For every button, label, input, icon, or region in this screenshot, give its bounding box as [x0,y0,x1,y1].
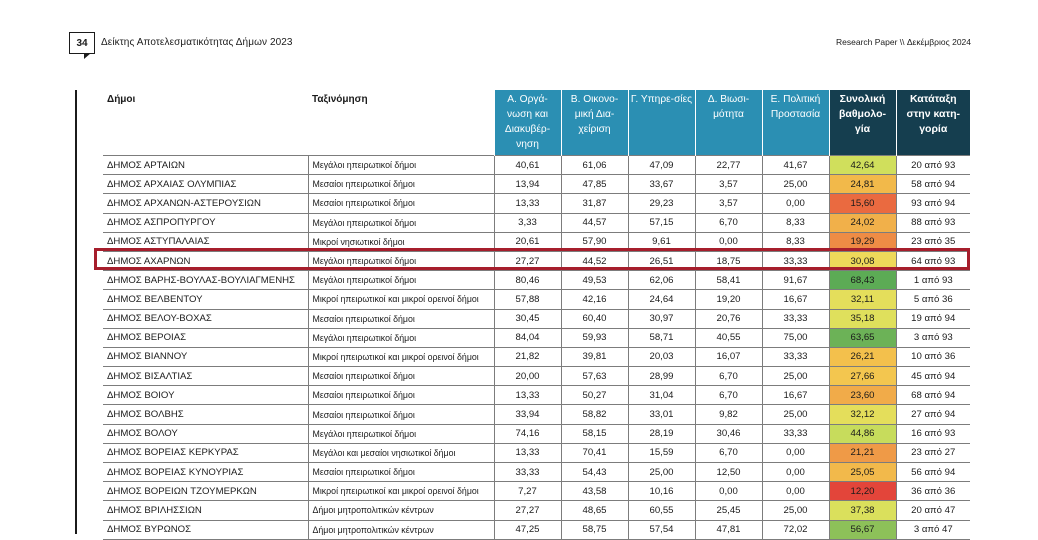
score-sustainability: 58,41 [695,271,762,290]
classification: Δήμοι μητροπολιτικών κέντρων [308,520,494,539]
total-score: 42,64 [829,156,896,175]
classification: Μεσαίοι ηπειρωτικοί δήμοι [308,309,494,328]
category-rank: 93 από 94 [896,194,970,213]
category-rank: 23 από 35 [896,232,970,251]
score-civil-protection: 0,00 [762,194,829,213]
municipality-ranking-table [103,90,970,540]
category-rank: 5 από 36 [896,290,970,309]
score-governance: 3,33 [494,213,561,232]
table-header-row [103,90,970,156]
score-governance: 57,88 [494,290,561,309]
total-score: 27,66 [829,367,896,386]
score-financial: 44,52 [561,251,628,270]
score-governance: 40,61 [494,156,561,175]
classification: Μεγάλοι ηπειρωτικοί δήμοι [308,271,494,290]
score-financial: 31,87 [561,194,628,213]
category-rank: 1 από 93 [896,271,970,290]
score-services: 60,55 [628,501,695,520]
score-services: 15,59 [628,443,695,462]
score-services: 57,15 [628,213,695,232]
score-financial: 58,82 [561,405,628,424]
col-header-financial: Β. Οικονο-μική Δια-χείριση [561,90,628,156]
table-row [103,443,970,462]
score-governance: 27,27 [494,251,561,270]
total-score: 12,20 [829,482,896,501]
document-subtitle: Research Paper \\ Δεκέμβριος 2024 [836,37,971,47]
table-row [103,463,970,482]
document-title: Δείκτης Αποτελεσματικότητας Δήμων 2023 [101,37,293,48]
score-sustainability: 9,82 [695,405,762,424]
score-services: 47,09 [628,156,695,175]
total-score: 19,29 [829,232,896,251]
municipality-name: ΔΗΜΟΣ ΑΣΠΡΟΠΥΡΓΟΥ [103,213,308,232]
category-rank: 88 από 93 [896,213,970,232]
municipality-name: ΔΗΜΟΣ ΒΙΣΑΛΤΙΑΣ [103,367,308,386]
score-governance: 33,33 [494,463,561,482]
category-rank: 64 από 93 [896,251,970,270]
table-row [103,405,970,424]
score-civil-protection: 72,02 [762,520,829,539]
category-rank: 27 από 94 [896,405,970,424]
classification: Μικροί ηπειρωτικοί και μικροί ορεινοί δήμοι [308,482,494,501]
score-sustainability: 40,55 [695,328,762,347]
total-score: 68,43 [829,271,896,290]
score-services: 33,67 [628,175,695,194]
score-sustainability: 6,70 [695,367,762,386]
score-services: 58,71 [628,328,695,347]
category-rank: 3 από 93 [896,328,970,347]
classification: Μεσαίοι ηπειρωτικοί δήμοι [308,175,494,194]
table-row [103,194,970,213]
score-civil-protection: 33,33 [762,424,829,443]
total-score: 24,02 [829,213,896,232]
category-rank: 3 από 47 [896,520,970,539]
total-score: 56,67 [829,520,896,539]
left-margin-rule [75,90,77,534]
table-row [103,175,970,194]
classification: Μεγάλοι ηπειρωτικοί δήμοι [308,424,494,443]
score-financial: 42,16 [561,290,628,309]
table-row [103,482,970,501]
score-civil-protection: 8,33 [762,213,829,232]
score-services: 29,23 [628,194,695,213]
score-civil-protection: 0,00 [762,482,829,501]
category-rank: 20 από 47 [896,501,970,520]
municipality-name: ΔΗΜΟΣ ΒΥΡΩΝΟΣ [103,520,308,539]
table-row [103,424,970,443]
table-row [103,520,970,539]
category-rank: 16 από 93 [896,424,970,443]
col-header-category-rank: Κατάταξη στην κατη-γορία [896,90,970,156]
classification: Μεγάλοι ηπειρωτικοί δήμοι [308,213,494,232]
col-header-civil-protection: Ε. Πολιτική Προστασία [762,90,829,156]
score-financial: 58,15 [561,424,628,443]
col-header-governance: Α. Οργά-νωση και Διακυβέρ-νηση [494,90,561,156]
total-score: 15,60 [829,194,896,213]
classification: Μικροί νησιωτικοί δήμοι [308,232,494,251]
score-civil-protection: 75,00 [762,328,829,347]
score-services: 28,99 [628,367,695,386]
classification: Μικροί ηπειρωτικοί και μικροί ορεινοί δήμοι [308,290,494,309]
municipality-name: ΔΗΜΟΣ ΒΡΙΛΗΣΣΙΩΝ [103,501,308,520]
table-row [103,290,970,309]
score-civil-protection: 25,00 [762,367,829,386]
table-row [103,328,970,347]
category-rank: 19 από 94 [896,309,970,328]
score-financial: 50,27 [561,386,628,405]
score-services: 26,51 [628,251,695,270]
col-header-municipality: Δήμοι [107,94,136,105]
score-governance: 13,94 [494,175,561,194]
page-number: 34 [69,32,95,54]
score-financial: 39,81 [561,347,628,366]
score-sustainability: 0,00 [695,232,762,251]
municipality-name: ΔΗΜΟΣ ΒΟΡΕΙΩΝ ΤΖΟΥΜΕΡΚΩΝ [103,482,308,501]
score-sustainability: 6,70 [695,443,762,462]
score-civil-protection: 91,67 [762,271,829,290]
category-rank: 56 από 94 [896,463,970,482]
total-score: 44,86 [829,424,896,443]
municipality-name: ΔΗΜΟΣ ΒΕΡΟΙΑΣ [103,328,308,347]
score-financial: 57,63 [561,367,628,386]
municipality-name: ΔΗΜΟΣ ΒΟΡΕΙΑΣ ΚΕΡΚΥΡΑΣ [103,443,308,462]
table-row [103,213,970,232]
score-civil-protection: 25,00 [762,501,829,520]
score-sustainability: 3,57 [695,194,762,213]
municipality-name: ΔΗΜΟΣ ΒΕΛΟΥ-ΒΟΧΑΣ [103,309,308,328]
score-governance: 27,27 [494,501,561,520]
table-row [103,386,970,405]
score-governance: 84,04 [494,328,561,347]
classification: Μεσαίοι ηπειρωτικοί δήμοι [308,386,494,405]
municipality-name: ΔΗΜΟΣ ΒΟΙΟΥ [103,386,308,405]
score-civil-protection: 0,00 [762,463,829,482]
category-rank: 20 από 93 [896,156,970,175]
total-score: 25,05 [829,463,896,482]
score-services: 24,64 [628,290,695,309]
score-sustainability: 3,57 [695,175,762,194]
score-civil-protection: 16,67 [762,386,829,405]
total-score: 23,60 [829,386,896,405]
score-financial: 43,58 [561,482,628,501]
score-civil-protection: 0,00 [762,443,829,462]
score-sustainability: 20,76 [695,309,762,328]
score-governance: 20,00 [494,367,561,386]
total-score: 26,21 [829,347,896,366]
table-row [103,271,970,290]
total-score: 30,08 [829,251,896,270]
score-civil-protection: 8,33 [762,232,829,251]
highlight-box [94,248,970,270]
category-rank: 68 από 94 [896,386,970,405]
classification: Μεσαίοι ηπειρωτικοί δήμοι [308,367,494,386]
score-civil-protection: 33,33 [762,309,829,328]
score-sustainability: 12,50 [695,463,762,482]
score-services: 62,06 [628,271,695,290]
col-header-sustainability: Δ. Βιωσι-μότητα [695,90,762,156]
score-financial: 61,06 [561,156,628,175]
score-governance: 13,33 [494,386,561,405]
score-governance: 20,61 [494,232,561,251]
classification: Μεσαίοι ηπειρωτικοί δήμοι [308,405,494,424]
col-header-services: Γ. Υπηρε-σίες [628,90,695,156]
score-financial: 57,90 [561,232,628,251]
municipality-name: ΔΗΜΟΣ ΑΣΤΥΠΑΛΑΙΑΣ [103,232,308,251]
category-rank: 23 από 27 [896,443,970,462]
municipality-name: ΔΗΜΟΣ ΑΡΤΑΙΩΝ [103,156,308,175]
total-score: 24,81 [829,175,896,194]
score-sustainability: 0,00 [695,482,762,501]
score-financial: 54,43 [561,463,628,482]
classification: Μεγάλοι ηπειρωτικοί δήμοι [308,328,494,347]
score-services: 57,54 [628,520,695,539]
score-governance: 21,82 [494,347,561,366]
score-sustainability: 6,70 [695,213,762,232]
score-financial: 48,65 [561,501,628,520]
classification: Μεγάλοι και μεσαίοι νησιωτικοί δήμοι [308,443,494,462]
score-services: 30,97 [628,309,695,328]
score-sustainability: 18,75 [695,251,762,270]
classification: Μικροί ηπειρωτικοί και μικροί ορεινοί δήμοι [308,347,494,366]
score-services: 20,03 [628,347,695,366]
score-services: 25,00 [628,463,695,482]
score-sustainability: 6,70 [695,386,762,405]
classification: Μεγάλοι ηπειρωτικοί δήμοι [308,156,494,175]
total-score: 21,21 [829,443,896,462]
score-governance: 80,46 [494,271,561,290]
score-governance: 33,94 [494,405,561,424]
score-governance: 13,33 [494,194,561,213]
score-services: 31,04 [628,386,695,405]
score-governance: 7,27 [494,482,561,501]
score-financial: 49,53 [561,271,628,290]
category-rank: 58 από 94 [896,175,970,194]
score-civil-protection: 33,33 [762,251,829,270]
category-rank: 36 από 36 [896,482,970,501]
municipality-name: ΔΗΜΟΣ ΒΟΡΕΙΑΣ ΚΥΝΟΥΡΙΑΣ [103,463,308,482]
municipality-name: ΔΗΜΟΣ ΑΡΧΑΙΑΣ ΟΛΥΜΠΙΑΣ [103,175,308,194]
classification: Δήμοι μητροπολιτικών κέντρων [308,501,494,520]
municipality-name: ΔΗΜΟΣ ΑΧΑΡΝΩΝ [103,251,308,270]
municipality-name: ΔΗΜΟΣ ΒΟΛΟΥ [103,424,308,443]
score-civil-protection: 25,00 [762,175,829,194]
total-score: 32,12 [829,405,896,424]
score-financial: 44,57 [561,213,628,232]
score-governance: 13,33 [494,443,561,462]
municipality-name: ΔΗΜΟΣ ΒΕΛΒΕΝΤΟΥ [103,290,308,309]
score-sustainability: 30,46 [695,424,762,443]
score-services: 33,01 [628,405,695,424]
score-civil-protection: 41,67 [762,156,829,175]
municipality-name: ΔΗΜΟΣ ΒΙΑΝΝΟΥ [103,347,308,366]
col-header-classification: Ταξινόμηση [312,94,368,105]
total-score: 37,38 [829,501,896,520]
total-score: 63,65 [829,328,896,347]
score-sustainability: 19,20 [695,290,762,309]
score-services: 10,16 [628,482,695,501]
score-financial: 59,93 [561,328,628,347]
score-financial: 60,40 [561,309,628,328]
municipality-name: ΔΗΜΟΣ ΑΡΧΑΝΩΝ-ΑΣΤΕΡΟΥΣΙΩΝ [103,194,308,213]
score-civil-protection: 16,67 [762,290,829,309]
classification: Μεσαίοι ηπειρωτικοί δήμοι [308,463,494,482]
score-governance: 30,45 [494,309,561,328]
score-sustainability: 16,07 [695,347,762,366]
score-financial: 47,85 [561,175,628,194]
total-score: 32,11 [829,290,896,309]
col-header-total-score: Συνολική βαθμολο-γία [829,90,896,156]
score-sustainability: 47,81 [695,520,762,539]
classification: Μεγάλοι ηπειρωτικοί δήμοι [308,251,494,270]
municipality-name: ΔΗΜΟΣ ΒΑΡΗΣ-ΒΟΥΛΑΣ-ΒΟΥΛΙΑΓΜΕΝΗΣ [103,271,308,290]
category-rank: 10 από 36 [896,347,970,366]
score-governance: 47,25 [494,520,561,539]
score-financial: 58,75 [561,520,628,539]
score-governance: 74,16 [494,424,561,443]
table-row [103,156,970,175]
score-sustainability: 25,45 [695,501,762,520]
score-civil-protection: 25,00 [762,405,829,424]
score-services: 9,61 [628,232,695,251]
table-row [103,367,970,386]
table-row [103,347,970,366]
table-row [103,309,970,328]
score-financial: 70,41 [561,443,628,462]
table-row [103,501,970,520]
municipality-name: ΔΗΜΟΣ ΒΟΛΒΗΣ [103,405,308,424]
score-civil-protection: 33,33 [762,347,829,366]
total-score: 35,18 [829,309,896,328]
score-sustainability: 22,77 [695,156,762,175]
table-body [103,156,970,540]
category-rank: 45 από 94 [896,367,970,386]
classification: Μεσαίοι ηπειρωτικοί δήμοι [308,194,494,213]
score-services: 28,19 [628,424,695,443]
